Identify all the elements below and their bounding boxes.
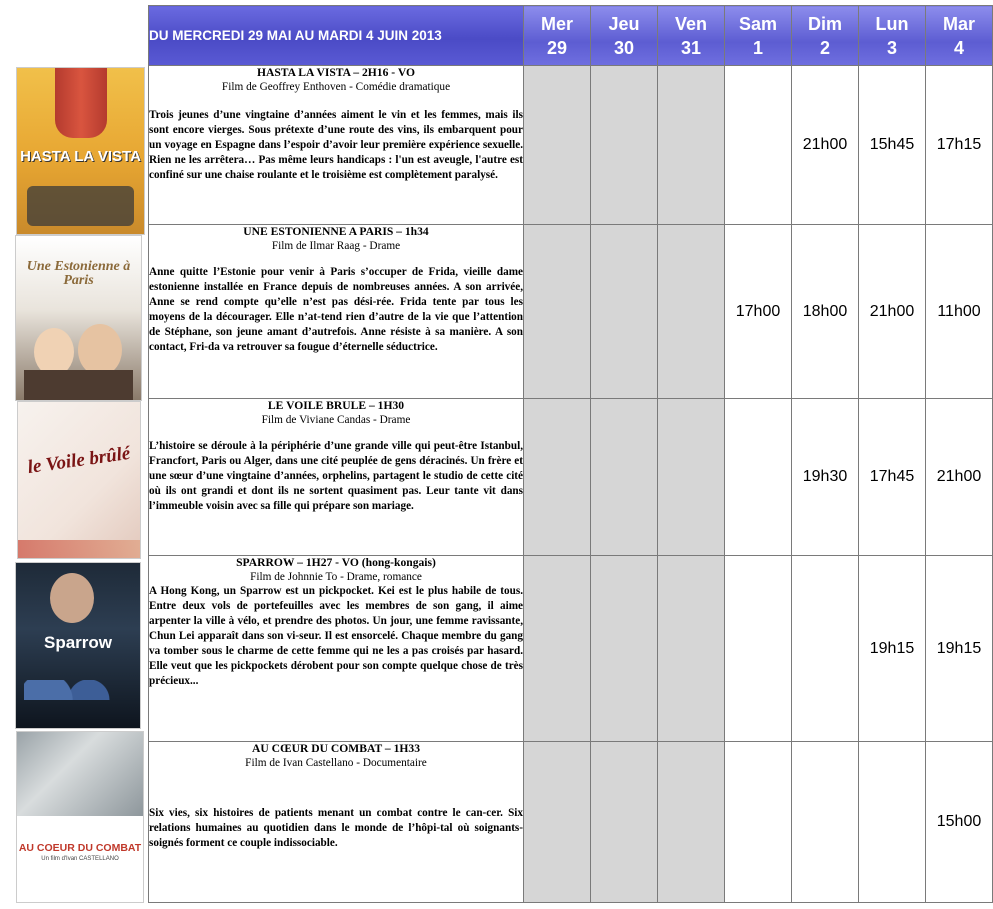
film-info	[149, 556, 524, 742]
day-number: 29	[546, 37, 568, 58]
showtime-cell	[658, 399, 725, 556]
film-description: Anne quitte l’Estonie pour venir à Paris s’occuper de Frida, vieille dame estonienne installée en France depuis de nombreuses années. A son arrivée, Anne se rend compte qu’elle n’est pas dési-rée. Frida tente par tous les moyens de la décourager. Elle n’at-tend rien d’autre de la vie que l’attention de Stéphane, son jeune amant d’autrefois. Anne résiste à sa manière. A son contact, Fri-da va retrouver sa fougue d’éternelle séductrice.	[149, 266, 523, 353]
poster-figure	[55, 68, 107, 138]
showtime-cell: 21h00	[859, 225, 926, 399]
day-name: Mar	[942, 13, 975, 34]
film-info	[149, 742, 524, 903]
poster-le-voile-brule	[17, 401, 141, 559]
poster-une-estonienne-a-paris	[15, 235, 142, 401]
showtime-cell: 21h00	[926, 399, 993, 556]
showtime-cell	[725, 399, 792, 556]
day-header-ven	[658, 6, 725, 66]
film-meta: Film de Ivan Castellano - Documentaire	[245, 757, 427, 769]
showtime-cell	[658, 66, 725, 225]
showtime-cell	[524, 66, 591, 225]
poster-figure	[24, 680, 132, 700]
showtime-cell	[524, 225, 591, 399]
day-header-jeu	[591, 6, 658, 66]
day-number: 1	[752, 37, 763, 58]
day-name: Jeu	[608, 13, 640, 34]
poster-credit: Un film d'Ivan CASTELLANO	[41, 856, 119, 862]
poster-au-coeur-du-combat	[16, 731, 144, 903]
showtime-cell	[524, 742, 591, 903]
poster-title: le Voile brûlé	[26, 442, 132, 479]
showtime-cell	[591, 225, 658, 399]
showtime-cell: 17h45	[859, 399, 926, 556]
day-header-dim	[792, 6, 859, 66]
schedule-table	[148, 5, 993, 903]
film-info	[149, 399, 524, 556]
film-info	[149, 66, 524, 225]
poster-title: AU COEUR DU COMBAT	[18, 842, 142, 854]
film-title: HASTA LA VISTA – 2H16 - VO	[256, 66, 416, 79]
showtime-cell	[658, 225, 725, 399]
showtime-cell: 11h00	[926, 225, 993, 399]
poster-title: Une Estonienne à Paris	[26, 259, 131, 288]
film-info	[149, 225, 524, 399]
showtime-cell: 17h15	[926, 66, 993, 225]
poster-title: Sparrow	[43, 633, 113, 652]
day-name: Ven	[674, 13, 708, 34]
period-heading: DU MERCREDI 29 MAI AU MARDI 4 JUIN 2013	[149, 6, 524, 66]
day-number: 3	[886, 37, 897, 58]
film-title: SPARROW – 1H27 - VO (hong-kongais)	[236, 556, 436, 569]
poster-figure	[24, 370, 133, 400]
film-title: LE VOILE BRULE – 1H30	[267, 399, 405, 412]
showtime-cell	[524, 399, 591, 556]
film-row-hasta-la-vista	[149, 66, 993, 225]
showtime-cell: 15h45	[859, 66, 926, 225]
showtime-cell: 18h00	[792, 225, 859, 399]
day-name: Sam	[738, 13, 778, 34]
day-number: 30	[613, 37, 635, 58]
film-meta: Film de Ilmar Raag - Drame	[271, 240, 401, 252]
showtime-cell	[859, 742, 926, 903]
poster-figure	[50, 573, 94, 623]
showtime-cell	[725, 556, 792, 742]
film-title: UNE ESTONIENNE A PARIS – 1h34	[243, 225, 429, 238]
showtime-cell	[591, 556, 658, 742]
showtime-cell	[591, 66, 658, 225]
film-description: Trois jeunes d’une vingtaine d’années aiment le vin et les femmes, mais ils sont encore vierges. Sous prétexte d’une route des vins, ils embarquent pour un voyage en Espagne dans l’espoir d’avoir leur première expérience sexuelle. Rien ne les arrêtera… Pas même leurs handicaps : l'un est aveugle, l'autre est confiné sur une chaise roulante et le troisième est complètement paralysé.	[149, 109, 523, 181]
showtime-cell	[524, 556, 591, 742]
showtime-cell	[792, 742, 859, 903]
poster-title: HASTA LA VISTA	[20, 148, 141, 165]
poster-photo	[17, 732, 143, 816]
showtime-cell: 19h30	[792, 399, 859, 556]
showtime-cell	[725, 66, 792, 225]
poster-figure	[27, 186, 134, 226]
header-row	[149, 6, 993, 66]
day-name: Dim	[807, 13, 842, 34]
showtime-cell: 21h00	[792, 66, 859, 225]
film-row-au-coeur-du-combat	[149, 742, 993, 903]
showtime-cell: 17h00	[725, 225, 792, 399]
film-description: A Hong Kong, un Sparrow est un pickpocket. Kei est le plus habile de tous. Entre deux vols de portefeuilles avec les membres de son gang, il aime arpenter la ville à vélo, et prendre des photos. Un jour, une femme ravissante, Chun Lei apparaît dans son vi-seur. Il est ensorcelé. Chaque membre du gang va tomber sous le charme de cette femme qui ne les a pas croisés par hasard. Elle veut que les pickpockets dérobent pour son compte quelque chose de très précieux...	[149, 585, 523, 687]
day-header-mer	[524, 6, 591, 66]
showtime-cell	[658, 556, 725, 742]
film-description: Six vies, six histoires de patients menant un combat contre le can-cer. Six relations humaines au quotidien dans le monde de l’hôpi-tal où soignants-soignés forment ce couple indissociable.	[149, 807, 523, 849]
film-meta: Film de Johnnie To - Drame, romance	[250, 571, 422, 583]
showtime-cell	[591, 399, 658, 556]
film-row-sparrow	[149, 556, 993, 742]
poster-hasta-la-vista	[16, 67, 145, 235]
day-name: Lun	[875, 13, 909, 34]
showtime-cell	[792, 556, 859, 742]
day-header-sam	[725, 6, 792, 66]
film-row-une-estonienne-a-paris	[149, 225, 993, 399]
film-meta: Film de Geoffrey Enthoven - Comédie dramatique	[221, 81, 451, 93]
poster-figure	[78, 324, 122, 376]
film-description: L’histoire se déroule à la périphérie d’une grande ville qui peut-être Istanbul, Francfort, Paris ou Alger, dans une cité peuplée de gens déracinés. Un frère et une sœur d’une vingtaine d’années, orphelins, partagent le studio de cette cité où ils ont grandi et dont ils ne sortent quasiment pas. Leur tante vit dans l’immeuble voisin avec sa fille qui prépare son mariage.	[149, 440, 523, 512]
showtime-cell: 19h15	[926, 556, 993, 742]
showtime-cell: 19h15	[859, 556, 926, 742]
showtime-cell	[591, 742, 658, 903]
poster-figure	[18, 540, 140, 558]
film-meta: Film de Viviane Candas - Drame	[261, 414, 411, 426]
showtime-cell: 15h00	[926, 742, 993, 903]
showtime-cell	[658, 742, 725, 903]
day-number: 2	[819, 37, 830, 58]
film-title: AU CŒUR DU COMBAT – 1H33	[251, 742, 420, 755]
day-header-lun	[859, 6, 926, 66]
day-number: 4	[953, 37, 964, 58]
day-number: 31	[680, 37, 702, 58]
film-row-le-voile-brule	[149, 399, 993, 556]
showtime-cell	[725, 742, 792, 903]
day-name: Mer	[540, 13, 573, 34]
poster-sparrow	[15, 562, 141, 729]
day-header-mar	[926, 6, 993, 66]
poster-figure	[34, 328, 74, 376]
